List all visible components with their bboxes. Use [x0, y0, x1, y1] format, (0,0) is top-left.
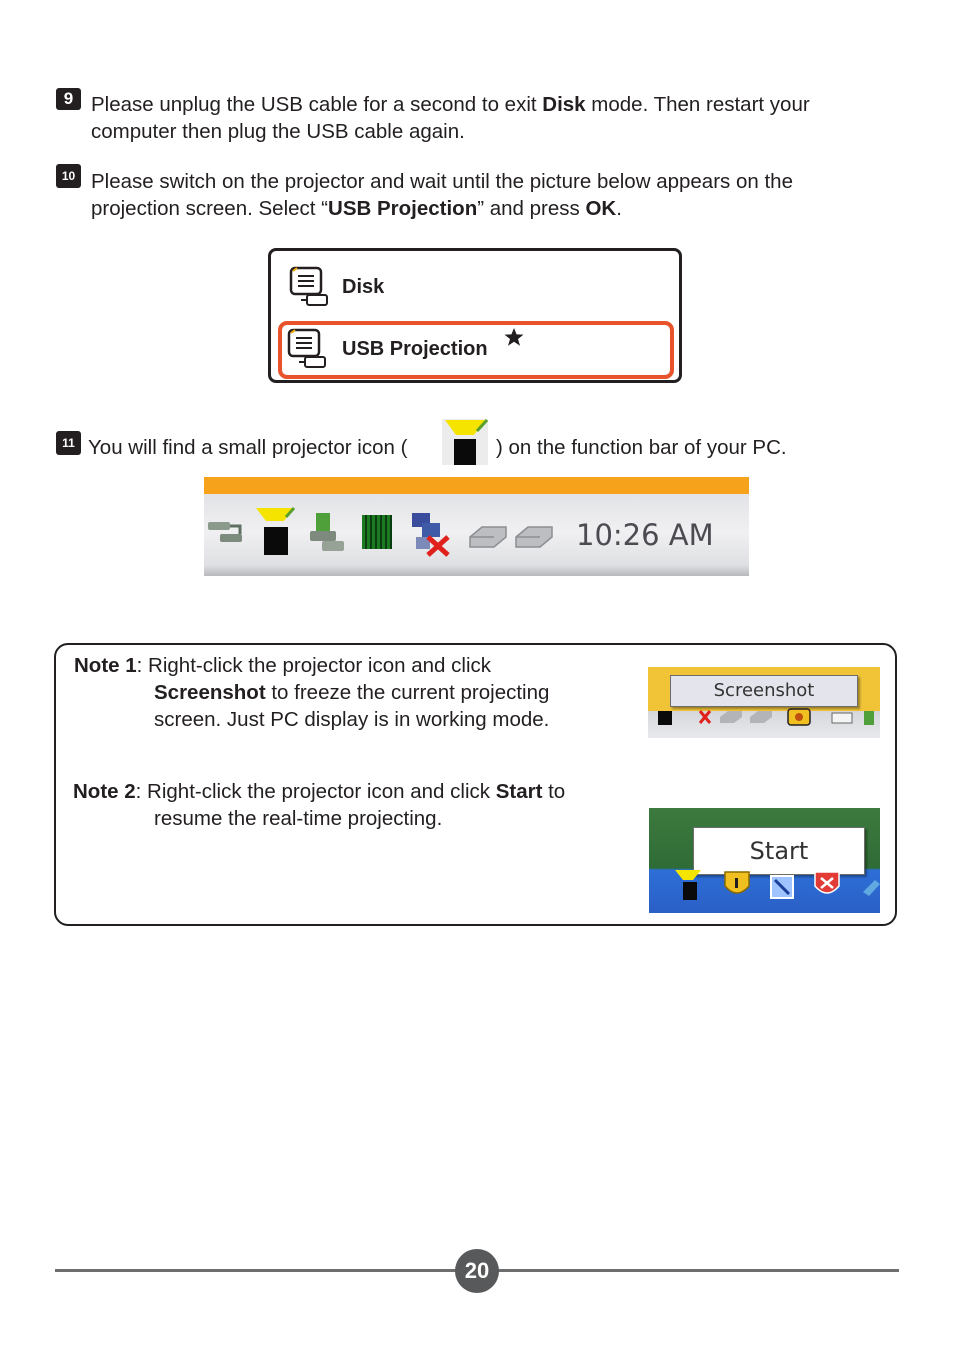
- menu-item-usb-projection-label: USB Projection: [342, 338, 488, 360]
- step-10-line-2: projection screen. Select “USB Projection” and press OK.: [91, 197, 622, 220]
- projector-icon[interactable]: [254, 507, 296, 557]
- mode-menu: [268, 248, 682, 383]
- step-11-badge: 11: [56, 431, 81, 455]
- note-1-line-1: Note 1: Right-click the projector icon and click: [74, 654, 491, 677]
- start-menu-illustration: [649, 808, 880, 913]
- note-2: [73, 778, 633, 832]
- screenshot-menu-illustration: [648, 667, 880, 738]
- step-10-line-1: Please switch on the projector and wait until the picture below appears on the: [91, 170, 793, 193]
- tray-icons: [676, 707, 876, 731]
- disconnected-icon[interactable]: [408, 509, 454, 559]
- step-9-text: [91, 91, 911, 145]
- usb-drive-icon[interactable]: [468, 521, 508, 551]
- network-green-icon[interactable]: [306, 509, 348, 555]
- projector-icon: [658, 711, 672, 725]
- step-10-text: [91, 168, 911, 222]
- step-10-badge: 10: [56, 164, 81, 188]
- step-9-line-1: Please unplug the USB cable for a second to exit Disk mode. Then restart your: [91, 93, 810, 116]
- monitor-usb-icon: [287, 265, 333, 311]
- menu-item-usb-projection[interactable]: [285, 327, 665, 371]
- star-icon: [504, 327, 524, 347]
- menu-item-disk-label: Disk: [342, 276, 385, 298]
- start-menu-item[interactable]: Start: [693, 827, 865, 875]
- menu-item-disk[interactable]: [287, 265, 667, 307]
- step-9-line-2: computer then plug the USB cable again.: [91, 120, 465, 143]
- network-icon[interactable]: [206, 512, 248, 552]
- tray-icons: [649, 870, 880, 910]
- note-1-line-2: Screenshot to freeze the current projecting: [154, 681, 550, 704]
- note-1-line-3: screen. Just PC display is in working mode.: [154, 708, 550, 731]
- usb-drive-icon[interactable]: [514, 521, 554, 551]
- grid-icon[interactable]: [362, 515, 392, 549]
- step-11-text-after: ) on the function bar of your PC.: [496, 436, 787, 459]
- taskbar-clock[interactable]: 10:26 AM: [576, 518, 714, 552]
- taskbar-screenshot: [204, 477, 749, 576]
- monitor-usb-icon: [285, 327, 331, 373]
- projector-icon: [442, 419, 488, 465]
- note-1: [74, 652, 634, 733]
- step-11-text-before: You will find a small projector icon (: [88, 436, 408, 459]
- note-2-line-2: resume the real-time projecting.: [154, 807, 443, 830]
- screenshot-menu-item[interactable]: Screenshot: [670, 675, 858, 707]
- page-number: 20: [455, 1249, 499, 1293]
- note-2-line-1: Note 2: Right-click the projector icon and click Start to: [73, 780, 566, 803]
- step-9-badge: 9: [56, 88, 81, 110]
